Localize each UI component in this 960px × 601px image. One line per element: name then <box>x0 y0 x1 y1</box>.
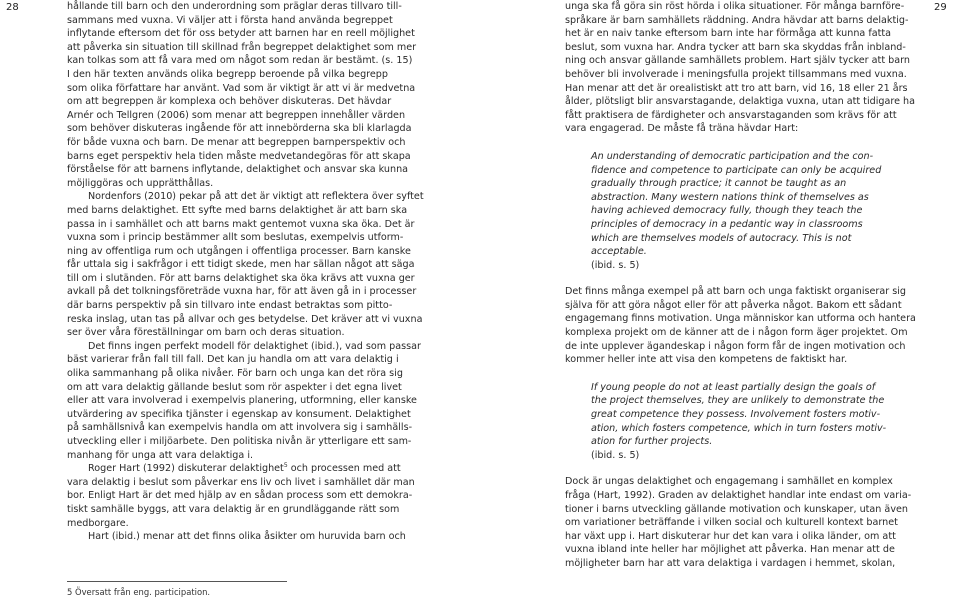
text-line: inflytande eftersom det för oss betyder att barnen har en reell möjlighet <box>67 28 415 40</box>
text-line: engagemang finns motivation. Unga människor kan utforma och hantera <box>565 313 916 325</box>
text-line: möjliggöras och upprätthållas. <box>67 177 214 189</box>
text-line: på samhällsnivå kan exempelvis handla om att involvera sig i samhälls- <box>67 422 413 434</box>
quote-line: gradually through practice; it cannot be taught as an <box>591 178 847 190</box>
text-line: barns eget perspektiv hela tiden måste medvetandegöras för att skapa <box>67 150 411 162</box>
text-line: medborgare. <box>67 517 129 529</box>
left-paragraph-4 <box>67 462 422 530</box>
quote-source: (ibid. s. 5) <box>591 449 640 461</box>
quote-line: acceptable. <box>591 246 647 258</box>
text-line: de inte upplever ägandeskap i någon form får de ingen motivation och <box>565 340 906 352</box>
left-paragraph-3 <box>67 340 422 462</box>
text-line: fått praktisera de färdigheter och ansvarstaganden som krävs för att <box>565 109 897 121</box>
text-line: själva för att göra något eller för att påverka något. Bakom ett sådant <box>565 299 902 311</box>
text-line: Han menar att det är orealistiskt att tro att barn, vid 16, 18 eller 21 års <box>565 82 908 94</box>
left-paragraph-1 <box>67 0 422 190</box>
text-line: ser över våra föreställningar om barn och deras situation. <box>67 327 345 339</box>
text-line: möjligheter barn har att vara delaktiga i vardagen i hemmet, skolan, <box>565 557 896 569</box>
text-line: unga ska få göra sin röst hörda i olika situationer. För många barnföre- <box>565 1 905 12</box>
text-line: för både vuxna och barn. De menar att begreppen barnperspektiv och <box>67 136 406 148</box>
quote-line: An understanding of democratic participation and the con- <box>591 150 874 162</box>
quote-line: fidence and competence to participate can only be acquired <box>591 164 882 176</box>
text-line: vuxna ibland inte heller har möjlighet att påverka. Han menar att de <box>565 544 895 556</box>
text-line: tioner i barns utveckling gällande motivation och kunskaper, utan även <box>565 503 908 515</box>
text-line: hållande till barn och den underordning som präglar deras tillvaro till- <box>67 1 402 12</box>
text-line: passa in i samhället och att barns makt gentemot vuxna ska öka. Det är <box>67 218 415 230</box>
text-line: vara delaktig i beslut som påverkar ens liv och livet i samhället där man <box>67 476 415 488</box>
text-line: språkare är barn samhällets räddning. Andra hävdar att barns delaktig- <box>565 14 909 26</box>
quote-source: (ibid. s. 5) <box>591 259 640 271</box>
text-line: ning och ansvar gällande samhällets problem. Hart själv tycker att barn <box>565 55 910 67</box>
text-line: om att begreppen är komplexa och behöver diskuteras. Det hävdar <box>67 96 392 108</box>
text-line: Dock är ungas delaktighet och engagemang i samhället en komplex <box>565 476 893 488</box>
left-paragraph-5 <box>67 530 422 544</box>
text-line: fråga (Hart, 1992). Graden av delaktighet handlar inte endast om varia- <box>565 490 912 501</box>
text-line: vuxna som i princip bestämmer allt som beslutas, exempelvis utform- <box>67 232 404 244</box>
text-line: tiskt samhälle byggs, att vara delaktig är en grundläggande rätt som <box>67 503 400 515</box>
text-line: förståelse för att barnens inflytande, delaktighet och ansvar ska kunna <box>67 164 409 176</box>
text-line: ning av offentliga rum och utgången i offentliga processer. Barn kanske <box>67 245 411 257</box>
text-line: Hart (ibid.) menar att det finns olika åsikter om huruvida barn och <box>88 531 406 543</box>
right-paragraph-1 <box>565 0 915 136</box>
quote-line: great competence they possess. Involvement fosters motiv- <box>591 409 881 421</box>
text-line: om att vara delaktig gällande beslut som rör aspekter i det egna livet <box>67 381 402 393</box>
quote-line: abstraction. Many western nations think of themselves as <box>591 191 869 203</box>
text-line: med barns delaktighet. Ett syfte med barns delaktighet är att barn ska <box>67 204 408 216</box>
text-line: beslut, som vuxna har. Andra tycker att barn ska skyddas från inbland- <box>565 41 906 53</box>
text-line: kommer heller inte att visa den kompetens de faktiskt har. <box>565 354 848 366</box>
text-line: ålder, plötsligt blir ansvarstagande, delaktiga vuxna, utan att tidigare ha <box>565 96 915 108</box>
quote-line: having achieved democracy fully, though they teach the <box>591 205 863 217</box>
text-line: utveckling eller i miljöarbete. Den politiska nivån är ytterligare ett sam- <box>67 436 412 447</box>
text-line: Nordenfors (2010) pekar på att det är viktigt att reflektera över syftet <box>88 191 424 203</box>
quote-line: ation, which fosters competence, which in turn fosters motiv- <box>591 422 887 434</box>
text-line: utvärdering av specifika tjänster i egenskap av konsument. Delaktighet <box>67 408 411 420</box>
text-line: får uttala sig i sakfrågor i ett tidigt skede, men har sällan något att säga <box>67 259 415 271</box>
page-number-right: 29 <box>934 2 947 13</box>
block-quote-2 <box>591 381 895 463</box>
text-line: manhang för unga att vara delaktiga i. <box>67 449 254 461</box>
text-line: avkall på det tolkningsföreträde vuxna har, för att även gå in i processer <box>67 286 417 298</box>
quote-line: ation for further projects. <box>591 436 713 448</box>
text-line: Det finns många exempel på att barn och unga faktiskt organiserar sig <box>565 286 906 298</box>
text-line: har växt upp i. Hart diskuterar hur det kan vara i olika länder, om att <box>565 530 896 542</box>
text-line: Arnér och Tellgren (2006) som menar att begreppen innehåller värden <box>67 109 406 121</box>
quote-line: the project themselves, they are unlikely to demonstrate the <box>591 395 885 407</box>
text-line: där barns perspektiv på sin tillvaro inte endast betraktas som pitto- <box>67 300 393 312</box>
text-line: Det finns ingen perfekt modell för delaktighet (ibid.), vad som passar <box>88 340 421 352</box>
text-line <box>67 462 422 476</box>
quote-line: principles of democracy in a pedantic way in classrooms <box>591 218 863 230</box>
footnote: 5 Översatt från eng. participation. <box>67 581 287 597</box>
text-line: till om i slutänden. För att barns delaktighet ska öka krävs att vuxna ger <box>67 272 415 284</box>
text-line: reska inslag, utan tas på allvar och ges betydelse. Det kräver att vi vuxna <box>67 313 423 325</box>
text-line: som behöver diskuteras ingående för att innebörderna ska bli klarlagda <box>67 123 412 135</box>
left-paragraph-2 <box>67 190 422 340</box>
text-line: I den här texten används olika begrepp beroende på vilka begrepp <box>67 68 388 80</box>
right-paragraph-2 <box>565 285 916 367</box>
right-paragraph-3 <box>565 475 912 570</box>
text-line: bor. Enligt Hart är det med hjälp av en sådan process som ett demokra- <box>67 490 413 502</box>
quote-line: If young people do not at least partially design the goals of <box>591 381 876 393</box>
left-column <box>67 0 422 544</box>
text-line: som olika författare har använt. Vad som är viktigt är att vi är medvetna <box>67 82 416 94</box>
footnote-marker[interactable]: 5 <box>283 462 288 469</box>
text-line: eller att vara involverad i exempelvis planering, utformning, eller kanske <box>67 395 417 407</box>
block-quote-1 <box>591 150 895 272</box>
page-number-left: 28 <box>6 2 19 13</box>
text-line: behöver bli involverade i meningsfulla projekt tillsammans med vuxna. <box>565 68 907 80</box>
text-line: att påverka sin situation till skillnad från begreppet delaktighet som mer <box>67 41 417 53</box>
text-line: olika sammanhang på olika nivåer. För barn och unga kan det röra sig <box>67 368 403 380</box>
text-line: komplexa projekt om de känner att de i någon form äger projektet. Om <box>565 327 908 339</box>
quote-line: which are themselves models of autocracy. This is not <box>591 232 852 244</box>
text-line: sammans med vuxna. Vi väljer att i första hand använda begreppet <box>67 14 393 26</box>
text-span: och processen med att <box>287 463 401 475</box>
text-line: vara engagerad. De måste få träna hävdar Hart: <box>565 123 799 135</box>
text-span: Roger Hart (1992) diskuterar delaktighet <box>88 463 284 475</box>
text-line: om variationer beträffande i vilken social och kulturell kontext barnet <box>565 517 898 529</box>
text-line: het är en naiv tanke eftersom barn inte har förmåga att kunna fatta <box>565 28 892 40</box>
right-column <box>565 0 916 571</box>
text-line: bäst varierar från fall till fall. Det kan ju handla om att vara delaktig i <box>67 354 399 366</box>
text-line: kan tolkas som att få vara med om något som redan är bestämt. (s. 15) <box>67 55 413 67</box>
